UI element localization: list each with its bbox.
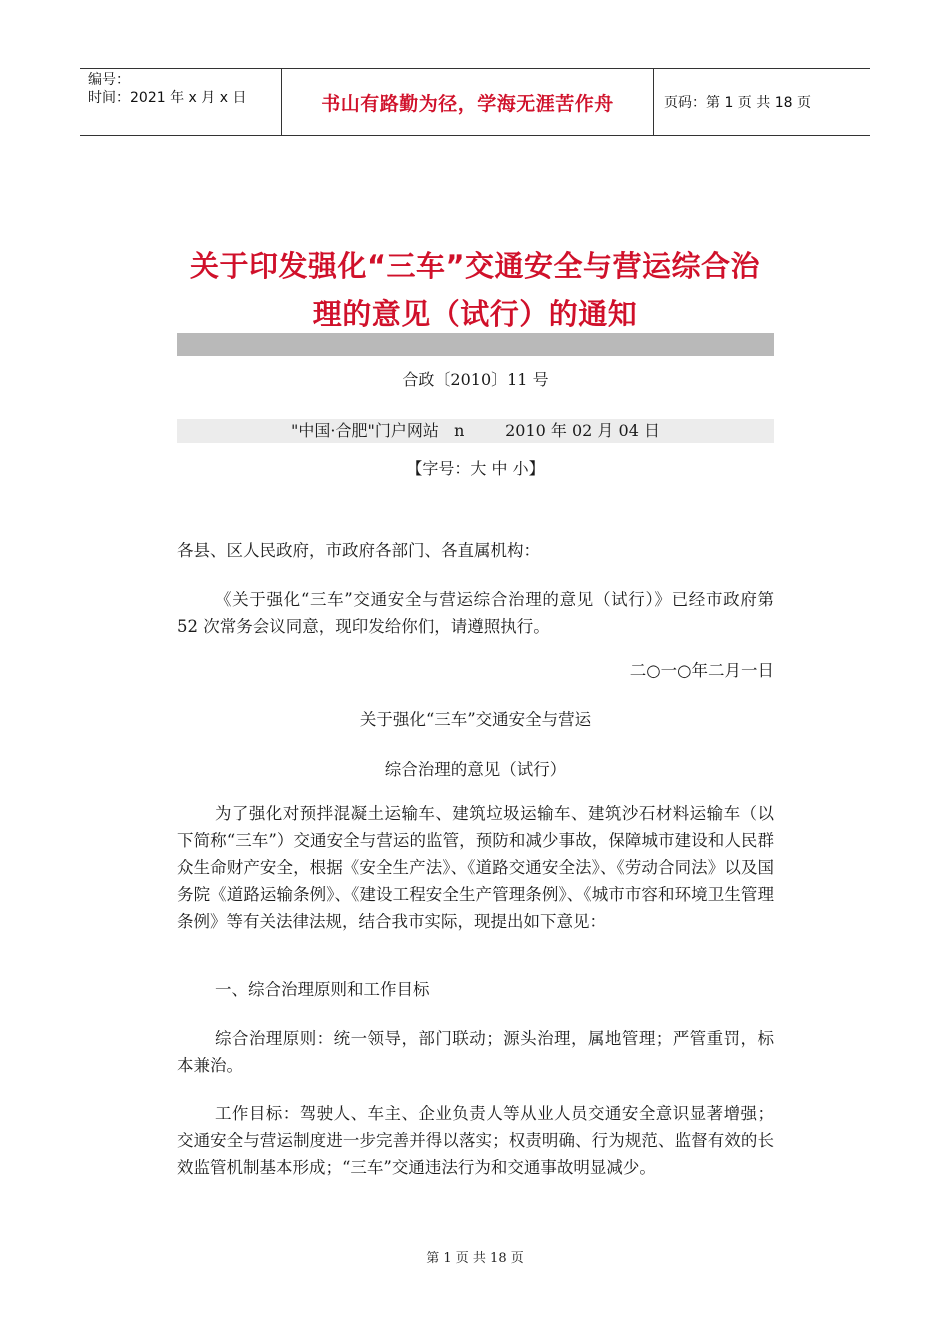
paragraph-goals: 工作目标：驾驶人、车主、企业负责人等从业人员交通安全意识显著增强；交通安全与营运制度进一步完善并得以落实；权责明确、行为规范、监督有效的长效监管机制基本形成；“三车”交通违法行为和交通事故明显减少。 — [177, 1104, 774, 1177]
number-label: 编号： — [88, 72, 130, 88]
header-page-label: 页码：第 1 页 共 18 页 — [664, 95, 811, 111]
source-line: "中国·合肥"门户网站 n 2010 年 02 月 04 日 — [177, 419, 774, 443]
paragraph-intro: 为了强化对预拌混凝土运输车、建筑垃圾运输车、建筑沙石材料运输车（以下简称“三车”）交通安全与营运的监管，预防和减少事故，保障城市建设和人民群众生命财产安全，根据《安全生产法》、《道路交通安全法》、《劳动合同法》以及国务院《道路运输条例》、《建设工程安全生产管理条例》、《城市市容和环境卫生管理条例》等有关法律法规，结合我市实际，现提出如下意见： — [177, 804, 774, 931]
header-motto: 书山有路勤为径，学海无涯苦作舟 — [282, 69, 654, 135]
page-header — [80, 68, 870, 136]
issue-date: 二○一○年二月一日 — [629, 661, 774, 680]
paragraph-principles: 综合治理原则：统一领导，部门联动；源头治理，属地管理；严管重罚，标本兼治。 — [177, 1029, 774, 1075]
font-size-selector[interactable]: 【字号：大 中 小】 — [406, 459, 545, 478]
title-divider-bar — [177, 333, 774, 356]
subtitle-line1: 关于强化“三车”交通安全与营运 — [359, 710, 592, 729]
subtitle-line2: 综合治理的意见（试行） — [384, 760, 567, 779]
header-meta-cell — [80, 69, 282, 135]
salutation: 各县、区人民政府，市政府各部门、各直属机构： — [177, 541, 540, 560]
time-label: 时间：2021 年 x 月 x 日 — [88, 90, 247, 106]
section-heading-1: 一、综合治理原则和工作目标 — [214, 980, 430, 999]
paragraph-notice: 《关于强化“三车”交通安全与营运综合治理的意见（试行）》已经市政府第 52 次常务会议同意，现印发给你们，请遵照执行。 — [177, 590, 774, 636]
document-title-line2: 理的意见（试行）的通知 — [312, 297, 638, 331]
document-title-line1: 关于印发强化“三车”交通安全与营运综合治 — [189, 249, 761, 283]
page-footer: 第 1 页 共 18 页 — [426, 1251, 524, 1266]
document-number: 合政〔2010〕11 号 — [402, 370, 549, 389]
